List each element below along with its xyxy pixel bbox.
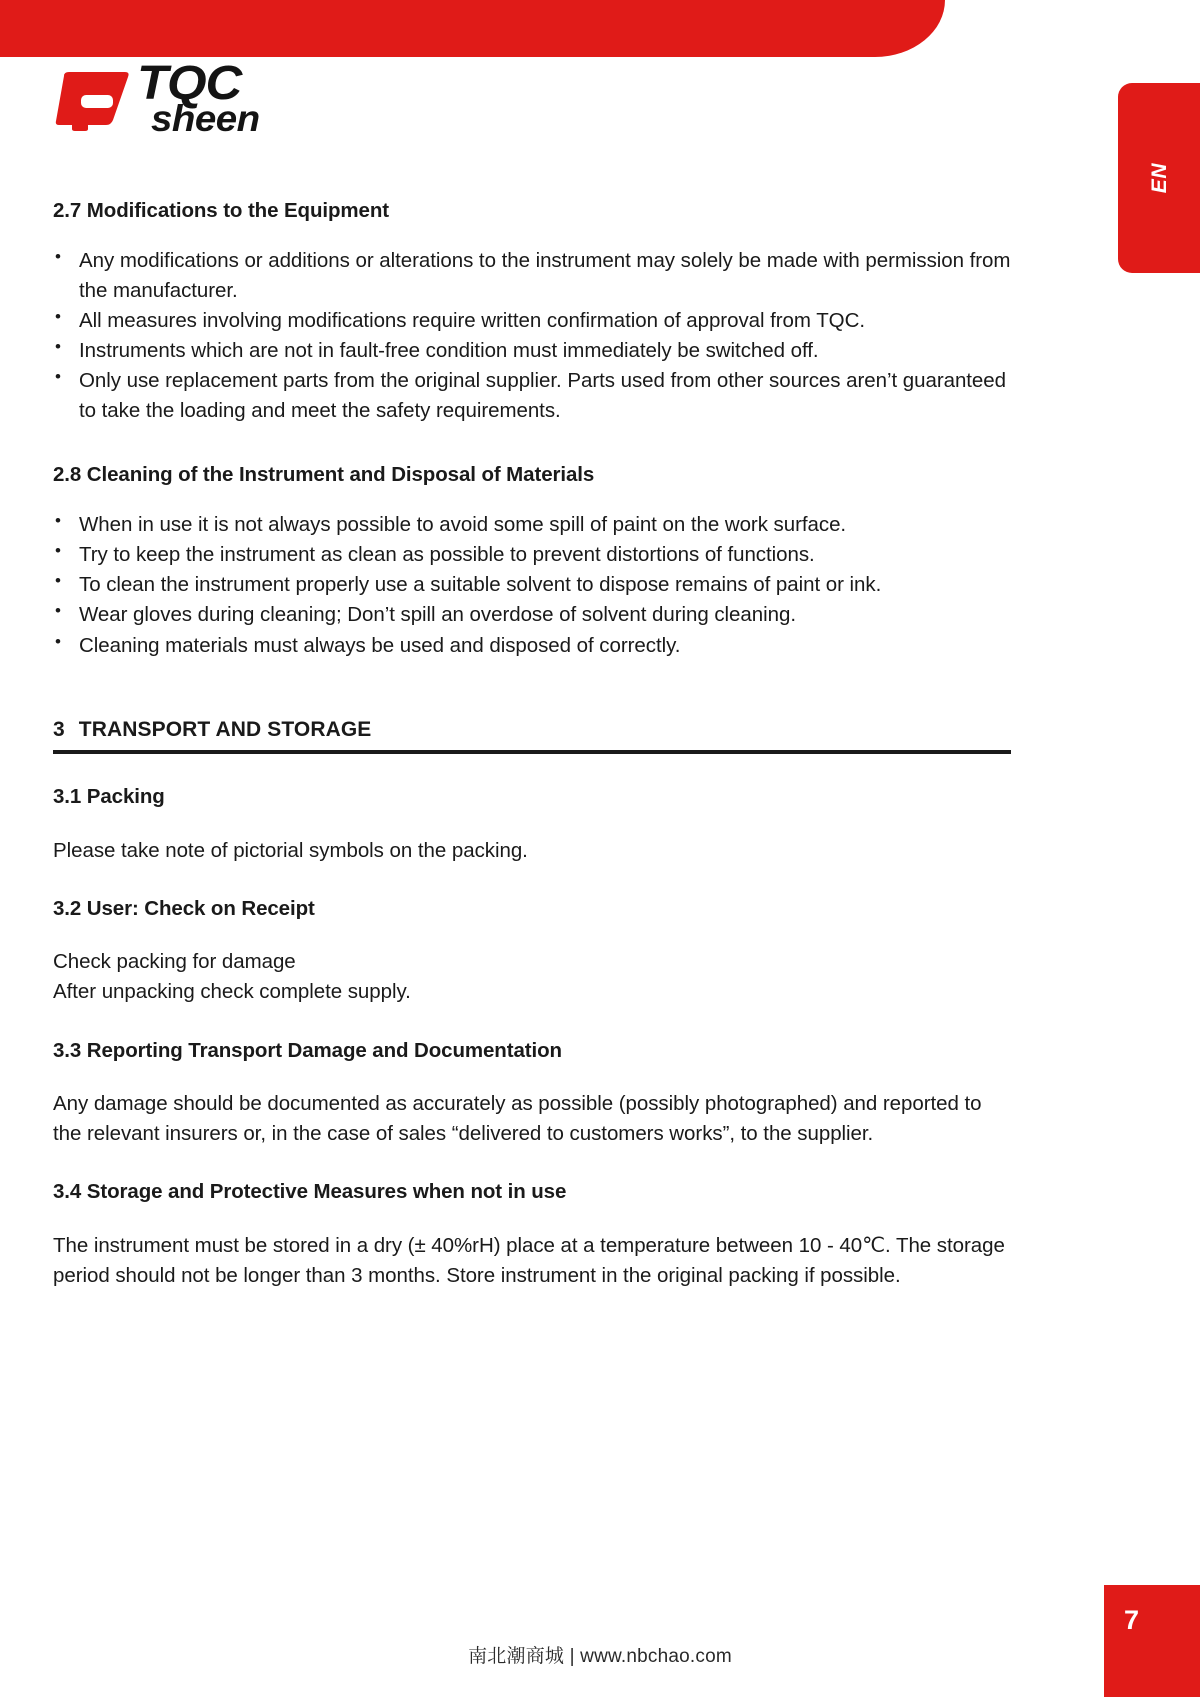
list-item: • Instruments which are not in fault-free condition must immediately be switched off. (53, 336, 1013, 366)
bullet-list-2-8 (53, 510, 1013, 661)
section-heading-3-4: 3.4 Storage and Protective Measures when not in use (53, 1180, 567, 1204)
list-item: • When in use it is not always possible to avoid some spill of paint on the work surface. (53, 510, 1013, 540)
language-tab-en (1118, 83, 1200, 273)
footer-text: 南北潮商城 | www.nbchao.com (468, 1646, 732, 1667)
list-item: • To clean the instrument properly use a suitable solvent to dispose remains of paint or ink. (53, 570, 1013, 600)
language-tab-label: EN (1147, 162, 1171, 194)
paragraph-3-1: Please take note of pictorial symbols on the packing. (53, 838, 528, 862)
list-item: • Cleaning materials must always be used and disposed of correctly. (53, 631, 1013, 661)
section-heading-2-7: 2.7 Modifications to the Equipment (53, 199, 390, 222)
page-number: 7 (1124, 1605, 1140, 1635)
paragraph-3-3: Any damage should be documented as accurately as possible (possibly photographed) and reported to the relevant insurers or, in the case of sales “delivered to customers works”, to the supplier. (53, 1092, 982, 1146)
top-red-banner (0, 0, 945, 57)
tqc-logo-mark-icon (55, 70, 133, 132)
logo-secondary-text: sheen (151, 98, 260, 139)
list-item: • Only use replacement parts from the original supplier. Parts used from other sources aren’t guaranteed to take the loading and meet the safety requirements. (53, 366, 1013, 426)
chapter-number: 3 (53, 717, 65, 741)
logo-wordmark (137, 57, 287, 142)
paragraph-3-2-line-1: Check packing for damage (53, 950, 296, 974)
section-heading-3-2: 3.2 User: Check on Receipt (53, 896, 315, 920)
tqc-sheen-logo (55, 57, 285, 142)
list-item: • Any modifications or additions or alterations to the instrument may solely be made with permission from the manufacturer. (53, 246, 1013, 306)
logo-primary-text: TQC (137, 57, 242, 110)
document-content (53, 198, 1013, 1291)
paragraph-3-4: The instrument must be stored in a dry (± 40%rH) place at a temperature between 10 - 40℃. The storage period should not be longer than 3 months. Store instrument in the original packing if possible. (53, 1234, 1005, 1288)
section-heading-3-1: 3.1 Packing (53, 784, 165, 808)
section-heading-3-3: 3.3 Reporting Transport Damage and Documentation (53, 1038, 562, 1062)
list-item: • All measures involving modifications require written confirmation of approval from TQC. (53, 306, 1013, 336)
chapter-heading-3 (53, 717, 1013, 743)
chapter-heading-block (53, 717, 1013, 754)
list-item: • Try to keep the instrument as clean as possible to prevent distortions of functions. (53, 540, 1013, 570)
paragraph-3-2-line-2: After unpacking check complete supply. (53, 980, 411, 1004)
chapter-title: TRANSPORT AND STORAGE (78, 717, 372, 741)
section-heading-2-8: 2.8 Cleaning of the Instrument and Disposal of Materials (53, 463, 595, 487)
bullet-list-2-7 (53, 246, 1013, 427)
list-item: • Wear gloves during cleaning; Don’t spill an overdose of solvent during cleaning. (53, 600, 1013, 630)
